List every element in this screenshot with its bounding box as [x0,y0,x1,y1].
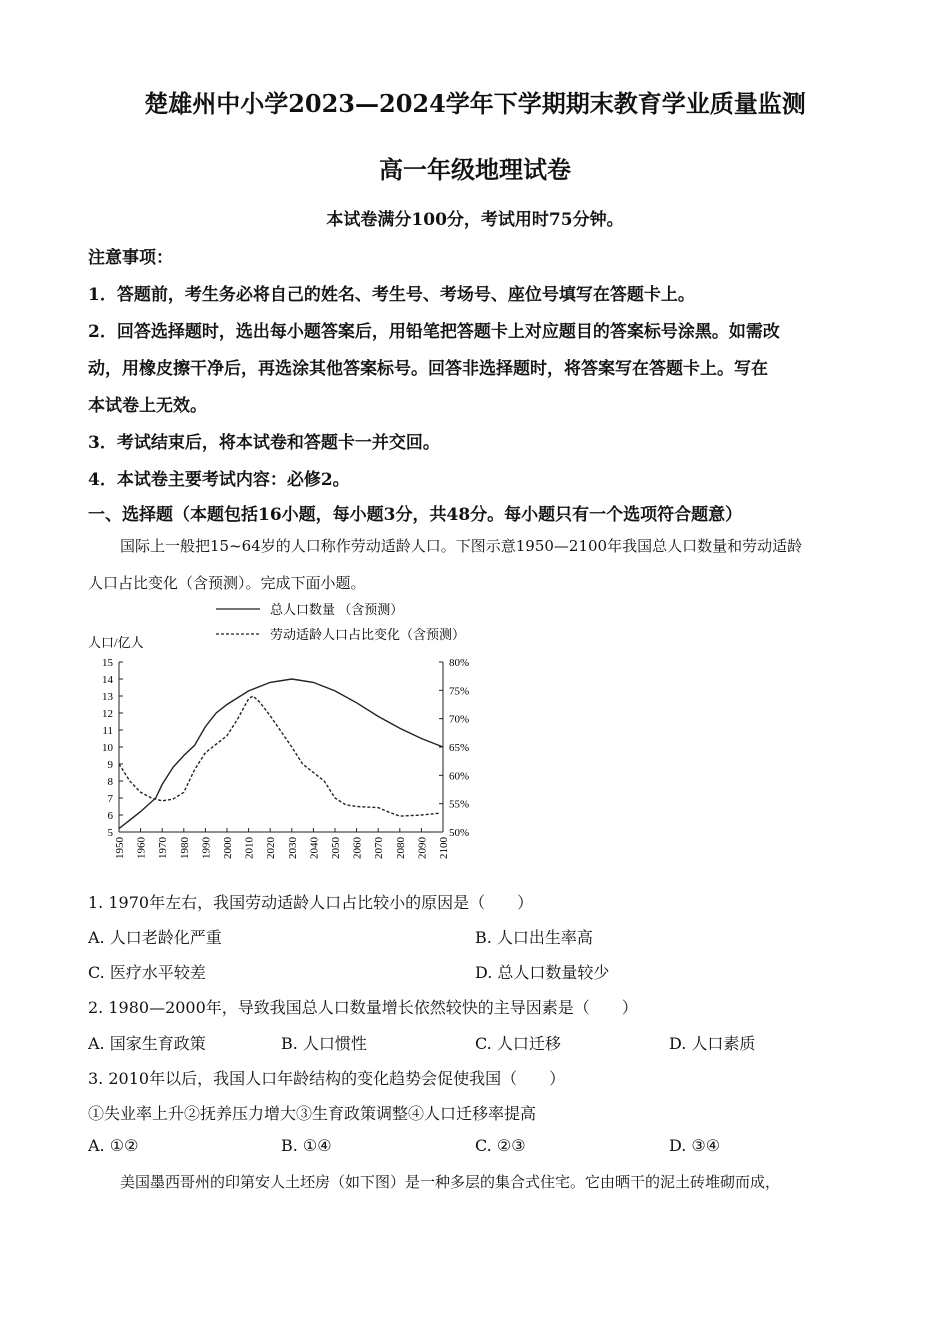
x-tick-label: 1980 [178,837,191,859]
notes-heading: 注意事项： [88,248,173,268]
y-tick-label: 7 [107,793,113,805]
y-tick-label: 6 [107,810,113,822]
y-tick-label: 10 [102,742,113,754]
note-item: 本试卷上无效。 [88,396,207,416]
x-tick-label: 2070 [373,837,386,859]
y-tick-label: 5 [107,827,113,839]
q3-option-d: D. ③④ [669,1136,721,1155]
y-tick-label: 15 [102,657,113,669]
legend-label: 劳动适龄人口占比变化（含预测） [270,627,466,642]
y-tick-label: 8 [107,776,113,788]
y-axis-label: 人口/亿人 [88,635,144,650]
y2-tick-label: 50% [449,827,470,839]
note-item: 1．答题前，考生务必将自己的姓名、考生号、考场号、座位号填写在答题卡上。 [88,285,695,305]
x-tick-label: 1970 [157,837,170,859]
x-tick-label: 1950 [114,837,126,859]
q1-option-d: D. 总人口数量较少 [475,963,610,982]
q1-option-c: C. 医疗水平较差 [88,963,206,982]
q2-option-d: D. 人口素质 [669,1034,756,1053]
intro-text: 国际上一般把15~64岁的人口称作劳动适龄人口。下图示意1950—2100年我国总人口数量和劳动适龄 [120,537,803,555]
y2-tick-label: 55% [449,798,470,811]
y2-tick-label: 80% [449,657,470,669]
x-tick-label: 2050 [330,837,342,859]
note-item: 3．考试结束后，将本试卷和答题卡一并交回。 [88,433,440,453]
q3-option-b: B. ①④ [281,1136,332,1155]
next-intro: 美国墨西哥州的印第安人土坯房（如下图）是一种多层的集合式住宅。它由晒干的泥土砖堆砌而成， [120,1173,781,1191]
y-tick-label: 11 [102,725,113,737]
x-tick-label: 2010 [243,837,256,859]
legend-label: 总人口数量 （含预测） [270,602,404,617]
note-item: 2．回答选择题时，选出每小题答案后，用铅笔把答题卡上对应题目的答案标号涂黑。如需改 [88,322,780,342]
question-3-stem: 3. 2010年以后，我国人口年龄结构的变化趋势会促使我国（ ） [88,1069,566,1088]
y-tick-label: 13 [102,691,113,703]
q3-statements: ①失业率上升②抚养压力增大③生育政策调整④人口迁移率提高 [88,1104,537,1123]
x-tick-label: 1960 [135,837,148,859]
note-item: 4．本试卷主要考试内容：必修2。 [88,470,350,490]
x-tick-label: 2060 [351,837,364,859]
q2-option-c: C. 人口迁移 [475,1034,561,1053]
x-tick-label: 2000 [222,837,234,859]
question-2-stem: 2. 1980—2000年，导致我国总人口数量增长依然较快的主导因素是（ ） [88,998,638,1017]
y-tick-label: 9 [107,759,113,771]
intro-text: 人口占比变化（含预测）。完成下面小题。 [88,574,366,592]
y2-tick-label: 60% [449,770,470,783]
q2-option-b: B. 人口惯性 [281,1034,367,1053]
exam-title: 楚雄州中小学2023—2024学年下学期期末教育学业质量监测 [144,89,806,118]
q2-option-a: A. 国家生育政策 [88,1034,206,1053]
y2-tick-label: 75% [449,685,470,698]
y2-tick-label: 70% [449,713,470,726]
section-heading: 一、选择题（本题包括16小题，每小题3分，共48分。每小题只有一个选项符合题意） [88,505,743,525]
y-tick-label: 14 [102,674,113,686]
q3-option-a: A. ①② [88,1136,139,1155]
x-tick-label: 2030 [286,837,299,859]
y-tick-label: 12 [102,708,113,720]
question-1-stem: 1. 1970年左右，我国劳动适龄人口占比较小的原因是（ ） [88,893,534,912]
q1-option-b: B. 人口出生率高 [475,928,593,947]
exam-info: 本试卷满分100分，考试用时75分钟。 [326,210,624,230]
x-tick-label: 2100 [438,837,450,859]
x-tick-label: 2020 [265,837,278,859]
y2-tick-label: 65% [449,742,470,754]
note-item: 动，用橡皮擦干净后，再选涂其他答案标号。回答非选择题时，将答案写在答题卡上。写在 [88,359,768,379]
x-tick-label: 2080 [394,837,407,859]
series-line-1 [119,696,439,816]
q1-option-a: A. 人口老龄化严重 [88,928,222,947]
exam-subtitle: 高一年级地理试卷 [379,155,571,184]
x-tick-label: 2090 [416,837,429,859]
series-line-0 [119,679,443,829]
q3-option-c: C. ②③ [475,1136,526,1155]
x-tick-label: 1990 [200,837,213,859]
x-tick-label: 2040 [308,837,321,859]
